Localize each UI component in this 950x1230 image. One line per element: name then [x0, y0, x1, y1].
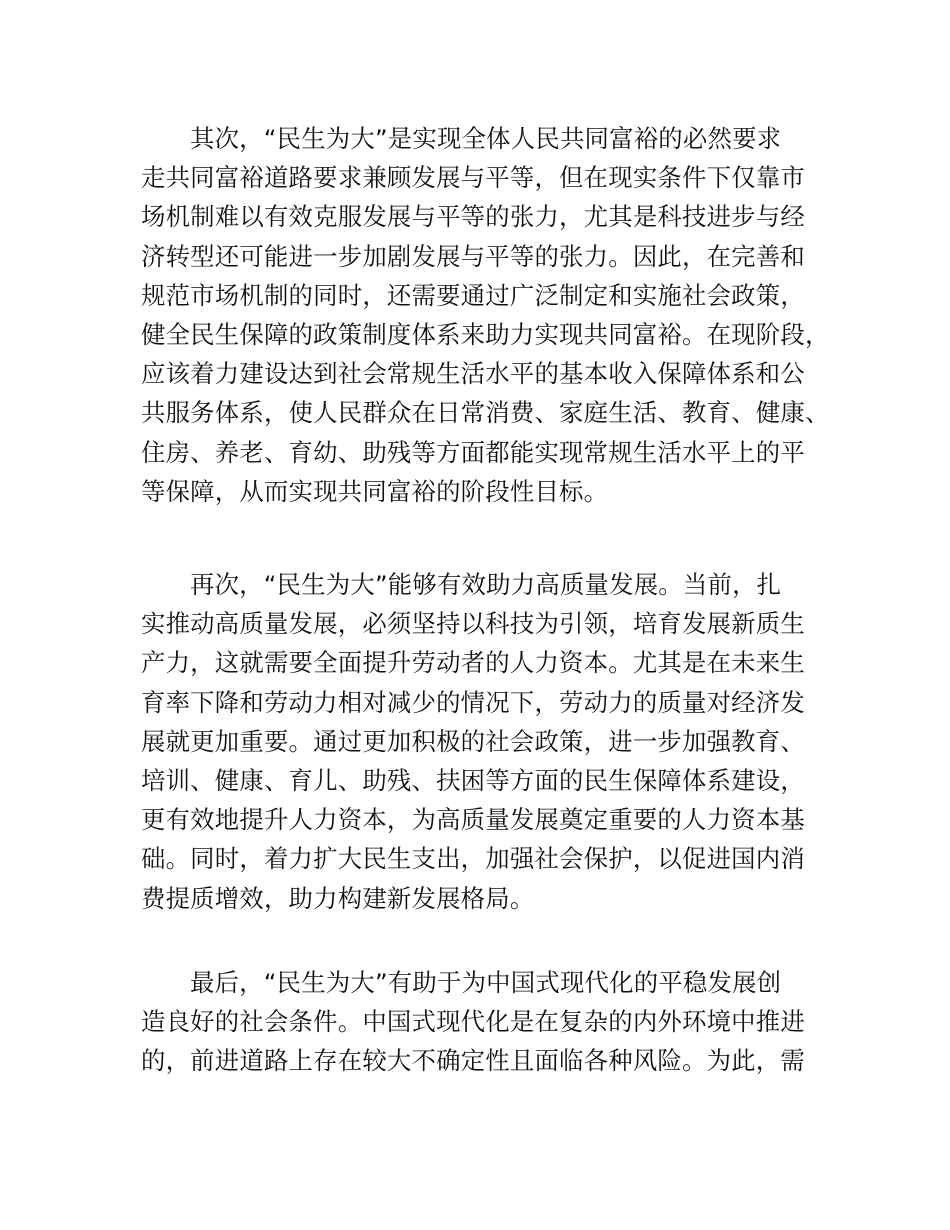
paragraph-line: 更有效地提升人力资本，为高质量发展奠定重要的人力资本基 — [141, 805, 805, 835]
paragraph-line: 的，前进道路上存在较大不确定性且面临各种风险。为此，需 — [141, 1046, 805, 1076]
paragraph-line: 规范市场机制的同时，还需要通过广泛制定和实施社会政策， — [141, 280, 805, 310]
paragraph-line: 济转型还可能进一步加剧发展与平等的张力。因此，在完善和 — [141, 241, 805, 271]
paragraph-line: 走共同富裕道路要求兼顾发展与平等，但在现实条件下仅靠市 — [141, 163, 805, 193]
paragraph-stable-development — [141, 963, 831, 1081]
paragraph-line: 展就更加重要。通过更加积极的社会政策，进一步加强教育、 — [141, 726, 805, 756]
paragraph-line: 最后，“民生为大”有助于为中国式现代化的平稳发展创 — [190, 968, 782, 997]
paragraph-line: 等保障，从而实现共同富裕的阶段性目标。 — [141, 476, 609, 506]
paragraph-line: 场机制难以有效克服发展与平等的张力，尤其是科技进步与经 — [141, 202, 805, 232]
paragraph-line: 健全民生保障的政策制度体系来助力实现共同富裕。在现阶段， — [141, 319, 830, 349]
paragraph-line: 产力，这就需要全面提升劳动者的人力资本。尤其是在未来生 — [141, 648, 805, 678]
paragraph-line: 造良好的社会条件。中国式现代化是在复杂的内外环境中推进 — [141, 1007, 805, 1037]
paragraph-line: 共服务体系，使人民群众在日常消费、家庭生活、教育、健康、 — [141, 398, 830, 428]
paragraph-line: 培训、健康、育儿、助残、扶困等方面的民生保障体系建设， — [141, 765, 805, 795]
paragraph-line: 实推动高质量发展，必须坚持以科技为引领，培育发展新质生 — [141, 609, 805, 639]
paragraph-line: 费提质增效，助力构建新发展格局。 — [141, 883, 535, 913]
paragraph-line: 住房、养老、育幼、助残等方面都能实现常规生活水平上的平 — [141, 437, 805, 467]
paragraph-line: 育率下降和劳动力相对减少的情况下，劳动力的质量对经济发 — [141, 687, 805, 717]
paragraph-line: 础。同时，着力扩大民生支出，加强社会保护，以促进国内消 — [141, 844, 805, 874]
paragraph-line: 应该着力建设达到社会常规生活水平的基本收入保障体系和公 — [141, 359, 805, 389]
paragraph-common-prosperity — [141, 119, 831, 511]
paragraph-high-quality-development — [141, 565, 831, 918]
paragraph-line: 其次，“民生为大”是实现全体人民共同富裕的必然要求 — [190, 124, 782, 153]
paragraph-line: 再次，“民生为大”能够有效助力高质量发展。当前，扎 — [190, 570, 782, 599]
